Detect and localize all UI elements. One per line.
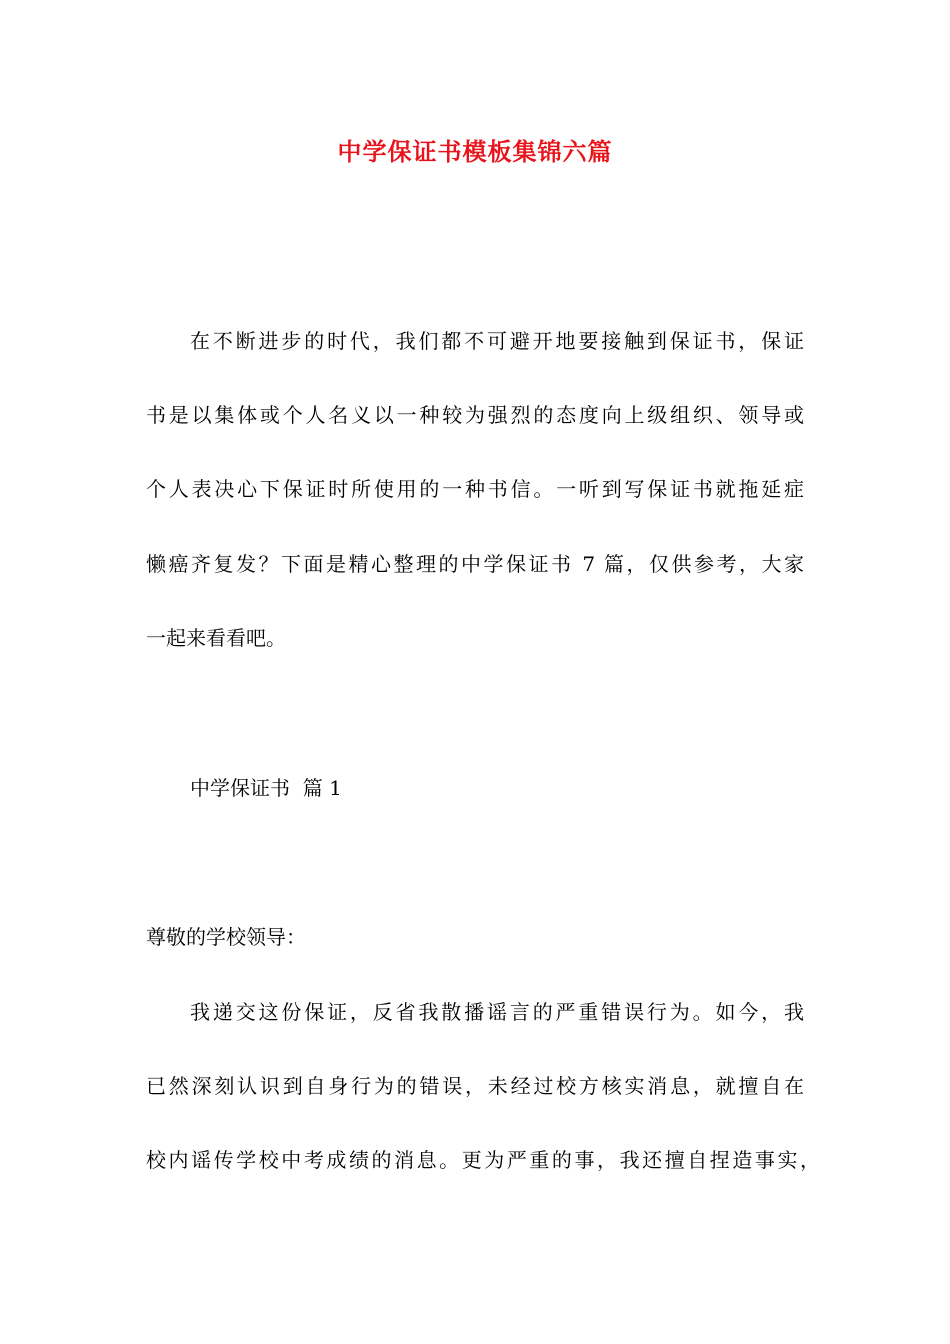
document-title: 中学保证书模板集锦六篇	[337, 137, 613, 166]
intro-line-1: 在不断进步的时代，我们都不可避开地要接触到保证书，保证	[190, 329, 804, 353]
salutation: 尊敬的学校领导：	[146, 925, 306, 949]
intro-line-5: 一起来看看吧。	[146, 626, 286, 650]
body-line-1: 我递交这份保证，反省我散播谣言的严重错误行为。如今，我	[190, 1000, 804, 1024]
intro-line-2: 书是以集体或个人名义以一种较为强烈的态度向上级组织、领导或	[146, 403, 804, 427]
intro-line-4: 懒癌齐复发？下面是精心整理的中学保证书 7 篇，仅供参考，大家	[146, 552, 804, 576]
intro-line-3: 个人表决心下保证时所使用的一种书信。一听到写保证书就拖延症	[146, 477, 804, 501]
body-line-2: 已然深刻认识到自身行为的错误，未经过校方核实消息，就擅自在	[146, 1074, 804, 1098]
section-heading: 中学保证书 篇 1	[190, 776, 342, 800]
body-line-3: 校内谣传学校中考成绩的消息。更为严重的事，我还擅自捏造事实，	[146, 1148, 820, 1172]
